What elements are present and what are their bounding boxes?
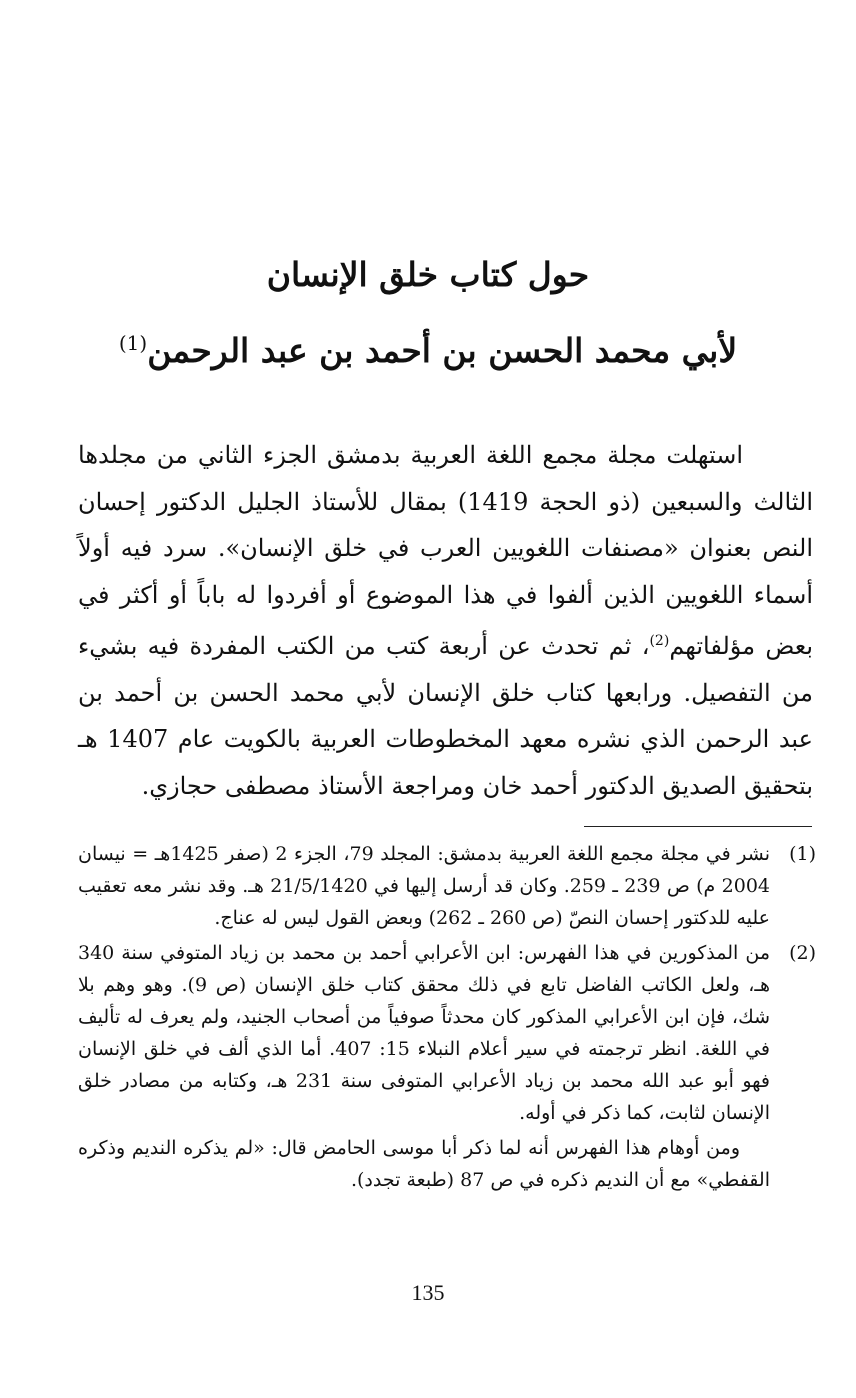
footnote-2 [78,937,816,1129]
paragraph-1-part-1: استهلت مجلة مجمع اللغة العربية بدمشق الجزء الثاني من مجلدها الثالث والسبعين (ذو الحجة 1419) بمقال للأستاذ الجليل الدكتور إحسان النص بعنوان «مصنفات اللغويين العرب في خلق الإنسان». سرد فيه أولاً أسماء اللغويين الذين ألفوا في هذا الموضوع أو أفردوا له باباً أو أكثر في بعض مؤلفاتهم [78,441,814,660]
footnote-2-number: (2) [789,942,816,964]
footnote-1 [78,838,816,934]
footnotes-section [78,838,816,1196]
main-paragraph [78,432,813,809]
paragraph-footnote-ref: (2) [649,633,670,649]
paragraph-1 [78,432,813,809]
title-footnote-ref: (1) [118,331,148,355]
footnote-1-text: نشر في مجلة مجمع اللغة العربية بدمشق: المجلد 79، الجزء 2 (صفر 1425هـ = نيسان 2004 م) ص 239 ـ 259. وكان قد أرسل إليها في 21/5/1420 هـ. وقد نشر معه تعقيب عليه للدكتور إحسان النصّ (ص 260 ـ 262) وبعض القول ليس له عناج. [78,843,771,929]
article-title [60,250,796,300]
footnote-2-text: من المذكورين في هذا الفهرس: ابن الأعرابي أحمد بن محمد بن زياد المتوفي سنة 340 هـ، ولعل الكاتب الفاضل تابع في ذلك محقق كتاب خلق الإنسان (ص 9). وهو وهم بلا شك، فإن ابن الأعرابي المذكور كان محدثاً صوفياً من أصحاب الجنيد، ولم يعرف له تأليف في اللغة. انظر ترجمته في سير أعلام النبلاء 15: 407. أما الذي ألف في خلق الإنسان فهو أبو عبد الله محمد بن زياد الأعرابي المتوفى سنة 231 هـ، وكتابه من مصادر خلق الإنسان لثابت، كما ذكر في أوله. [78,942,771,1124]
article-subtitle [60,318,796,376]
paragraph-1-part-2: ، ثم تحدث عن أربعة كتب من الكتب المفردة فيه بشيء من التفصيل. ورابعها كتاب خلق الإنسان لأبي محمد الحسن بن أحمد بن عبد الرحمن الذي نشره معهد المخطوطات العربية بالكويت عام 1407 هـ بتحقيق الصديق الدكتور أحمد خان ومراجعة الأستاذ مصطفى حجازي. [78,632,814,800]
title-line-2: لأبي محمد الحسن بن أحمد بن عبد الرحمن [147,331,738,370]
page-number: 135 [411,1280,445,1305]
footnote-separator [584,826,812,827]
footnote-2-continuation: ومن أوهام هذا الفهرس أنه لما ذكر أبا موسى الحامض قال: «لم يذكره النديم وذكره القفطي» مع أن النديم ذكره في ص 87 (طبعة تجدد). [78,1137,770,1191]
title-line-1: حول كتاب خلق الإنسان [266,255,590,294]
footnote-1-number: (1) [789,843,816,865]
